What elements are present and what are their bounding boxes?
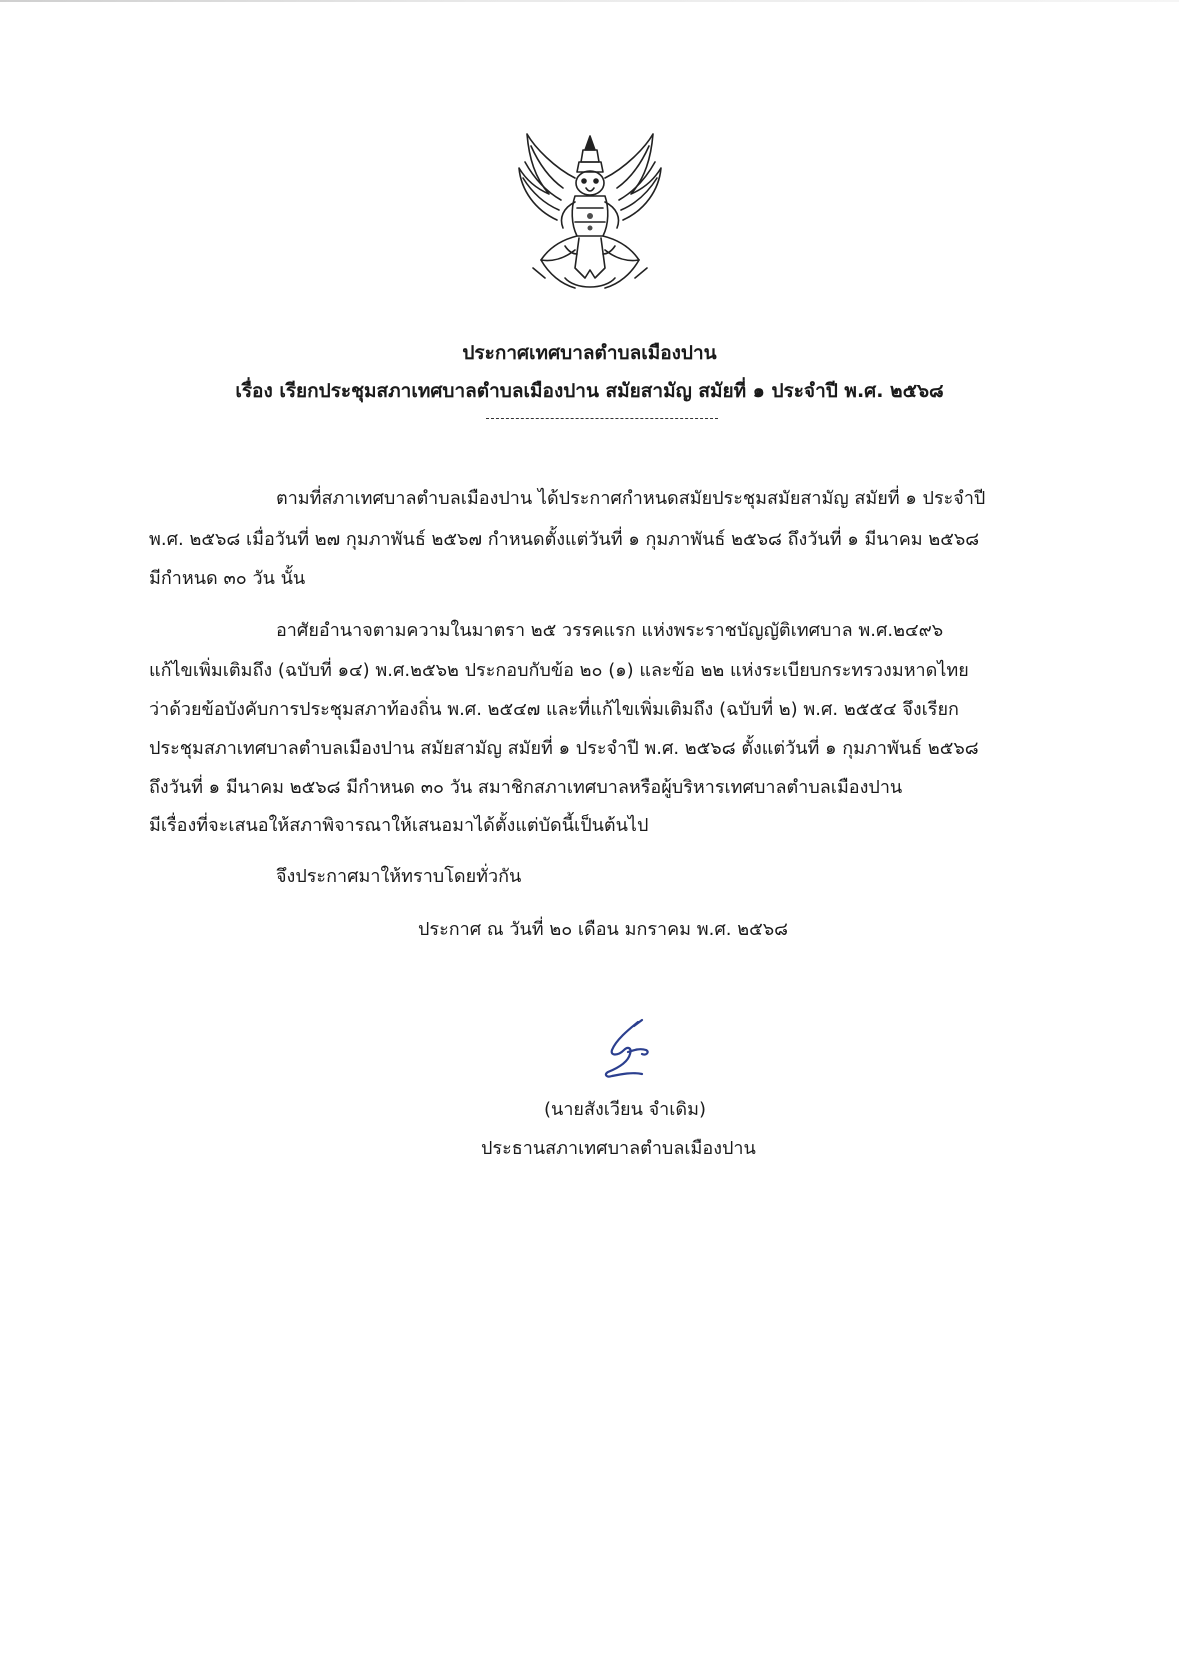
signatory-position: ประธานสภาเทศบาลตำบลเมืองปาน (481, 1138, 756, 1159)
signatory-name: (นายสังเวียน จำเดิม) (544, 1099, 706, 1120)
closing-statement: จึงประกาศมาให้ทราบโดยทั่วกัน (276, 866, 522, 887)
signature-icon (598, 1018, 658, 1082)
paragraph-1-line: มีกำหนด ๓๐ วัน นั้น (149, 568, 306, 589)
announcement-title: ประกาศเทศบาลตำบลเมืองปาน (462, 342, 717, 364)
paragraph-2-line: ถึงวันที่ ๑ มีนาคม ๒๕๖๘ มีกำหนด ๓๐ วัน สมาชิกสภาเทศบาลหรือผู้บริหารเทศบาลตำบลเมืองปาน (149, 777, 903, 798)
garuda-emblem-icon (505, 128, 675, 298)
paragraph-2-line: ประชุมสภาเทศบาลตำบลเมืองปาน สมัยสามัญ สมัยที่ ๑ ประจำปี พ.ศ. ๒๕๖๘ ตั้งแต่วันที่ ๑ กุมภาพันธ์ ๒๕๖๘ (149, 738, 979, 759)
divider (486, 418, 718, 419)
announcement-subject: เรื่อง เรียกประชุมสภาเทศบาลตำบลเมืองปาน สมัยสามัญ สมัยที่ ๑ ประจำปี พ.ศ. ๒๕๖๘ (235, 380, 944, 402)
paragraph-2-line: แก้ไขเพิ่มเติมถึง (ฉบับที่ ๑๔) พ.ศ.๒๕๖๒ ประกอบกับข้อ ๒๐ (๑) และข้อ ๒๒ แห่งระเบียบกระทรวงมหาดไทย (149, 660, 969, 681)
paragraph-1-line: ตามที่สภาเทศบาลตำบลเมืองปาน ได้ประกาศกำหนดสมัยประชุมสมัยสามัญ สมัยที่ ๑ ประจำปี (276, 488, 986, 509)
paragraph-2-line: อาศัยอำนาจตามความในมาตรา ๒๕ วรรคแรก แห่งพระราชบัญญัติเทศบาล พ.ศ.๒๔๙๖ (276, 620, 944, 641)
page-edge (0, 0, 1179, 2)
announcement-date: ประกาศ ณ วันที่ ๒๐ เดือน มกราคม พ.ศ. ๒๕๖๘ (418, 919, 789, 940)
paragraph-2-line: ว่าด้วยข้อบังคับการประชุมสภาท้องถิ่น พ.ศ. ๒๕๔๗ และที่แก้ไขเพิ่มเติมถึง (ฉบับที่ ๒) พ.ศ. ๒๕๕๔ จึงเรียก (149, 699, 959, 720)
paragraph-2-line: มีเรื่องที่จะเสนอให้สภาพิจารณาให้เสนอมาได้ตั้งแต่บัดนี้เป็นต้นไป (149, 815, 649, 836)
paragraph-1-line: พ.ศ. ๒๕๖๘ เมื่อวันที่ ๒๗ กุมภาพันธ์ ๒๕๖๗ กำหนดตั้งแต่วันที่ ๑ กุมภาพันธ์ ๒๕๖๘ ถึงวันที่ ๑ มีนาคม ๒๕๖๘ (149, 529, 980, 550)
